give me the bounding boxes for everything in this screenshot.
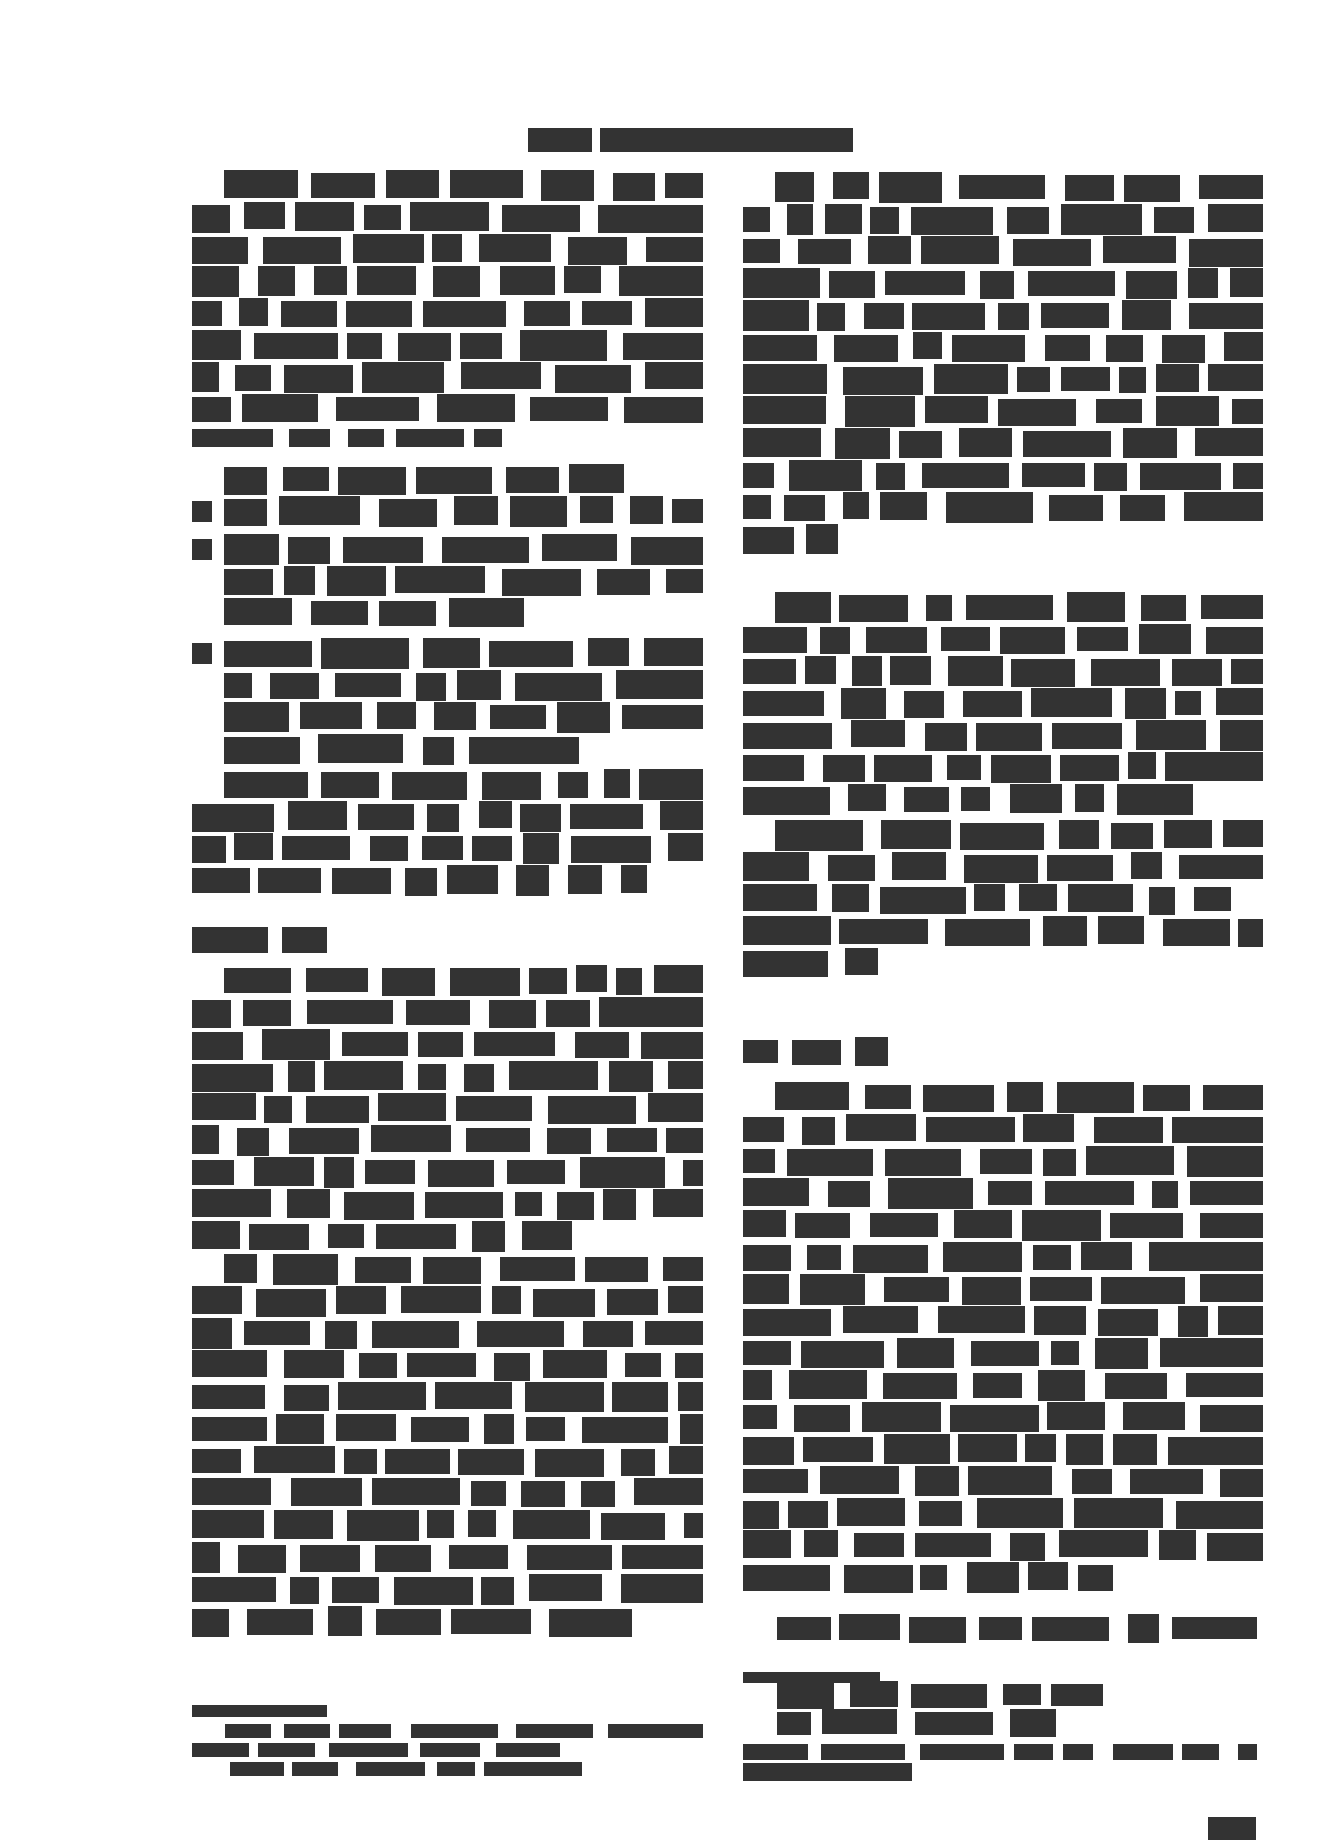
page-number-redacted [1208,1817,1256,1840]
